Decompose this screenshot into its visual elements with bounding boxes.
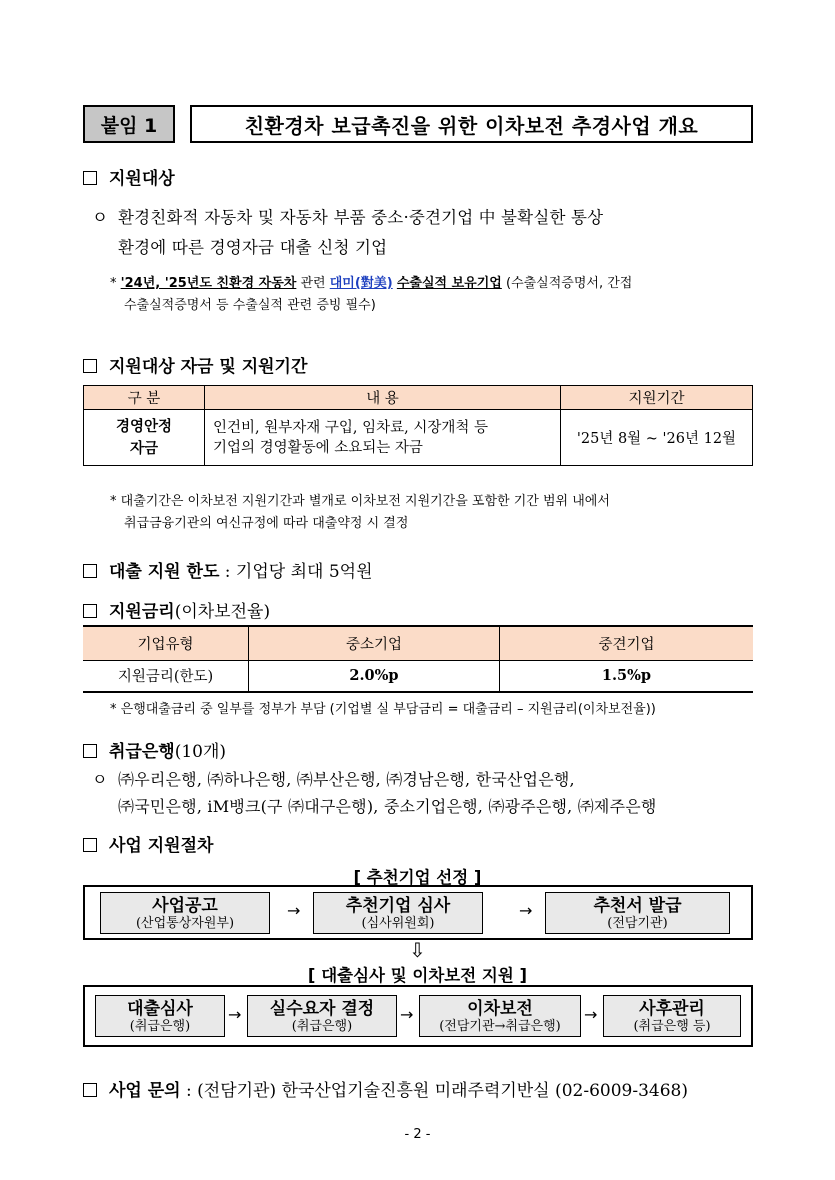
checkbox-square-icon (83, 604, 97, 618)
step-title: 추천서 발급 (593, 896, 682, 916)
attachment-tag (83, 105, 175, 143)
target-note (110, 273, 760, 317)
limit-text: : 기업당 최대 5억원 (219, 562, 373, 582)
stage2-title-text: [ 대출심사 및 이차보전 지원 ] (307, 966, 528, 985)
step-sub: (취급은행 등) (633, 1019, 711, 1034)
step-title: 대출심사 (127, 999, 193, 1019)
funds-cell-period: '25년 8월 ~ '26년 12월 (561, 410, 753, 466)
step-sub: (심사위원회) (361, 916, 435, 931)
rate-mid-value: 1.5%p (500, 660, 754, 692)
step-screening (313, 892, 483, 934)
bullet-symbol: ㅇ (92, 208, 109, 227)
rate-sme-value: 2.0%p (249, 660, 500, 692)
contact-text: : (전담기관) 한국산업기술진흥원 미래주력기반실 (02-6009-3468) (180, 1081, 688, 1101)
note-asterisk: * (110, 276, 121, 291)
step-title: 사후관리 (639, 999, 705, 1019)
funds-cell-content (205, 410, 561, 466)
step-title: 이차보전 (467, 999, 533, 1019)
rate-header-type: 기업유형 (83, 626, 249, 660)
section-rate-heading (83, 597, 270, 622)
note-years-vehicles: '24년, '25년도 친환경 자동차 (120, 276, 297, 291)
funds-content-line2: 기업의 경영활동에 소요되는 자금 (213, 439, 423, 456)
banks-bullet (92, 766, 772, 820)
step-sub: (산업통상자원부) (135, 916, 235, 931)
document-title (190, 105, 753, 143)
attachment-tag-label: 붙임 1 (100, 114, 158, 137)
section-banks-heading (83, 737, 226, 762)
right-arrow-icon: → (519, 901, 533, 920)
checkbox-square-icon (83, 744, 97, 758)
funds-category-line1: 경영안정 (115, 417, 173, 435)
section-funds-heading (83, 352, 307, 377)
funds-category-line2: 자금 (129, 439, 158, 457)
checkbox-square-icon (83, 359, 97, 373)
page-number-text: - 2 - (404, 1127, 431, 1142)
down-arrow-glyph: ⇩ (409, 938, 426, 962)
rate-table (83, 625, 753, 693)
rate-note-text: * 은행대출금리 중 일부를 정부가 부담 (기업별 실 부담금리 = 대출금리 – 지원금리(이차보전율)) (110, 702, 656, 717)
step-announcement (100, 892, 270, 934)
note-line2: 수출실적증명서 등 수출실적 관련 증빙 필수) (124, 298, 376, 313)
stage1-title-text: [ 추천기업 선정 ] (353, 868, 482, 887)
funds-note-line1: * 대출기간은 이차보전 지원기간과 별개로 이차보전 지원기간을 포함한 기간 범위 내에서 (110, 494, 610, 509)
funds-cell-category (84, 410, 205, 466)
checkbox-square-icon (83, 1083, 97, 1097)
stage1-flow (83, 885, 753, 940)
section-process-title: 사업 지원절차 (109, 836, 214, 856)
checkbox-square-icon (83, 171, 97, 185)
checkbox-square-icon (83, 564, 97, 578)
section-limit-title: 대출 지원 한도 (109, 562, 220, 582)
section-process-heading (83, 831, 213, 856)
section-banks-title: 취급은행 (109, 742, 175, 762)
funds-table (83, 385, 753, 466)
rate-header-sme: 중소기업 (249, 626, 500, 660)
bullet-symbol: ㅇ (92, 770, 108, 789)
right-arrow-icon: → (584, 1005, 598, 1024)
funds-header-category: 구 분 (84, 386, 205, 410)
section-contact-title: 사업 문의 (109, 1081, 181, 1101)
note-us: 대미(對美) (329, 276, 393, 291)
step-interest-subsidy (419, 995, 581, 1037)
step-title: 실수요자 결정 (269, 999, 375, 1019)
right-arrow-icon: → (287, 901, 301, 920)
step-recommendation (545, 892, 730, 934)
section-funds-title: 지원대상 자금 및 지원기간 (109, 357, 308, 377)
banks-line2: ㈜국민은행, iM뱅크(구 ㈜대구은행), 중소기업은행, ㈜광주은행, ㈜제주은행 (118, 797, 657, 816)
rate-row-label: 지원금리(한도) (83, 660, 249, 692)
down-arrow-icon (0, 938, 835, 962)
funds-content-line1: 인건비, 원부자재 구입, 임차료, 시장개척 등 (213, 419, 488, 436)
funds-note (110, 491, 760, 535)
document-title-text: 친환경차 보급촉진을 위한 이차보전 추경사업 개요 (244, 113, 699, 138)
target-bullet (92, 203, 762, 263)
target-bullet-line2: 환경에 따른 경영자금 대출 신청 기업 (118, 238, 388, 257)
step-sub: (전담기관) (607, 916, 668, 931)
note-export-holder: 수출실적 보유기업 (396, 276, 502, 291)
step-sub: (전담기관→취급은행) (439, 1019, 561, 1034)
step-loan-review (95, 995, 225, 1037)
section-target-title: 지원대상 (109, 169, 175, 189)
step-title: 사업공고 (152, 896, 218, 916)
section-rate-subtitle: (이차보전율) (174, 602, 271, 622)
banks-line1: ㈜우리은행, ㈜하나은행, ㈜부산은행, ㈜경남은행, 한국산업은행, (118, 770, 575, 789)
checkbox-square-icon (83, 838, 97, 852)
target-bullet-line1: 환경친화적 자동차 및 자동차 부품 중소·중견기업 中 불확실한 통상 (118, 208, 604, 227)
rate-note (110, 699, 770, 721)
section-contact-heading (83, 1076, 688, 1101)
stage2-title (0, 962, 835, 986)
funds-note-line2: 취급금융기관의 여신규정에 따라 대출약정 시 결정 (124, 516, 409, 531)
step-beneficiary (247, 995, 397, 1037)
step-follow-up (603, 995, 741, 1037)
stage2-flow (83, 985, 753, 1047)
step-sub: (취급은행) (291, 1019, 353, 1034)
right-arrow-icon: → (228, 1005, 242, 1024)
note-tail: (수출실적증명서, 간접 (501, 276, 633, 291)
funds-header-content: 내 용 (205, 386, 561, 410)
note-mid: 관련 (296, 276, 330, 291)
step-title: 추천기업 심사 (345, 896, 451, 916)
section-rate-title: 지원금리 (109, 602, 175, 622)
section-target-heading (83, 164, 175, 189)
step-sub: (취급은행) (129, 1019, 191, 1034)
right-arrow-icon: → (400, 1005, 414, 1024)
rate-header-mid: 중견기업 (500, 626, 754, 660)
section-limit-heading (83, 557, 373, 582)
section-banks-count: (10개) (174, 742, 227, 762)
page-number (0, 1127, 835, 1142)
funds-header-period: 지원기간 (561, 386, 753, 410)
